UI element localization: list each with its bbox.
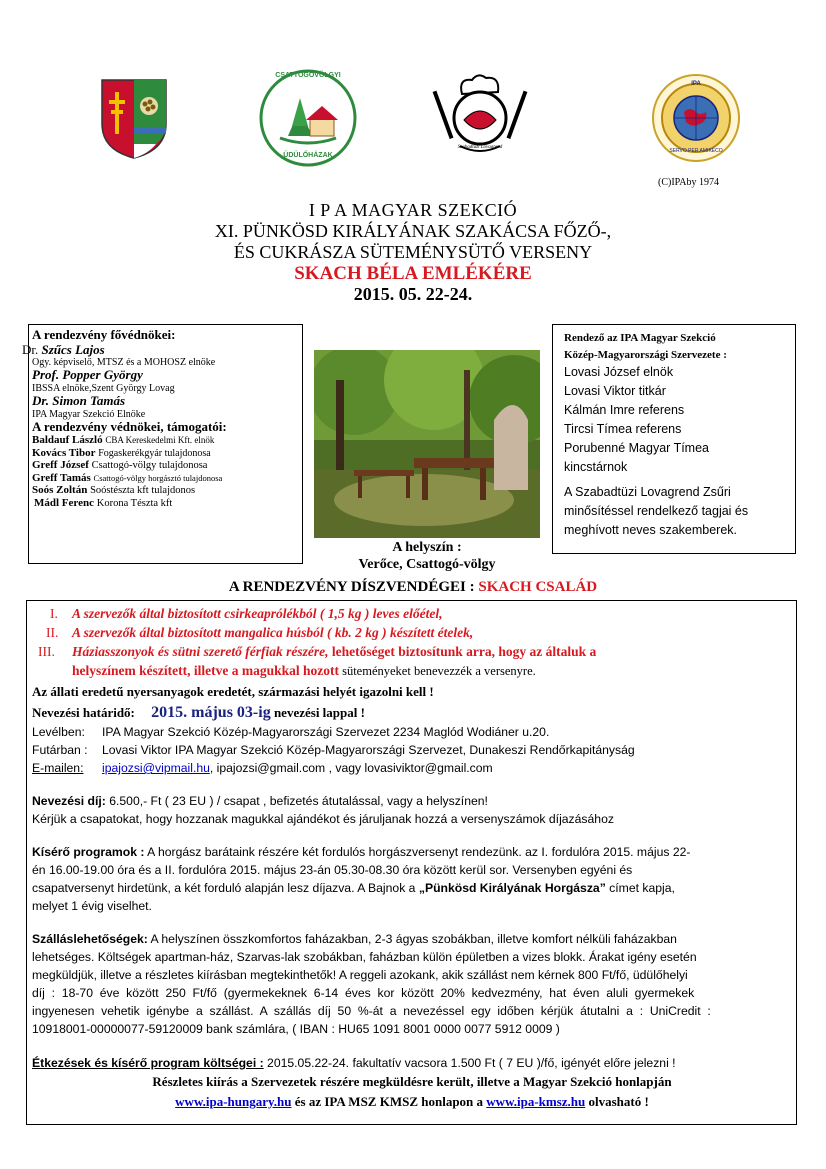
- supporters-heading: A rendezvény védnökei, támogatói:: [32, 418, 227, 434]
- accommodation-line-3: megküldjük, illetve a részletes kiírásban megtekinthetők! A reggeli azokank, akik szállást nem kérnek 800 Ft/fő, üdülőhelyi: [32, 968, 688, 982]
- courier-text: Lovasi Viktor IPA Magyar Szekció Közép-Magyarországi Szervezet, Dunakeszi Rendőrkapitányság: [102, 743, 635, 757]
- csattogo-logo-top-text: CSATTOGÓVÖLGYI: [275, 72, 341, 79]
- supporter-5-desc: Soóstészta kft tulajdonos: [90, 484, 196, 496]
- category-3-num: III.: [38, 644, 55, 659]
- ipa-logo-bottom-text: SERVO PER AMIKECO: [669, 148, 723, 154]
- footer-line-1: Részletes kiírás a Szervezetek részére megküldésre került, illetve a Magyar Szekció honlapján: [152, 1074, 672, 1089]
- programs-line-2: én 16.00-19.00 óra és a II. fordulóra 2015. május 23-án 05.30-08.30 óra között kerül sor. Versenyben egyéni és: [32, 863, 633, 877]
- supporter-5-name: Soós Zoltán: [32, 483, 88, 496]
- organizers-list: [564, 363, 790, 540]
- programs-line-3: [32, 879, 792, 897]
- accommodation-line-2: lehetséges. Költségek apartman-ház, Szarvas-lak szobákban, faházban külön épületben a vizes blokk. Árakat igény esetén: [32, 950, 697, 964]
- category-2-num: II.: [46, 625, 59, 640]
- mail-line: [32, 723, 792, 741]
- email-label: E-mailen:: [32, 761, 84, 775]
- coat-of-arms-logo: [100, 78, 168, 160]
- email-link[interactable]: ipajozsi@vipmail.hu: [102, 761, 210, 775]
- honorary-guests-label: A RENDEZVÉNY DÍSZVENDÉGEI :: [228, 579, 479, 595]
- title-line-2: XI. PÜNKÖSD KIRÁLYÁNAK SZAKÁCSA FŐZŐ-,: [214, 221, 612, 241]
- deadline-date: 2015. május 03-ig: [151, 704, 271, 721]
- supporter-4-desc: Csattogó-völgy horgásztó tulajdonosa: [93, 472, 223, 483]
- fee-line: [32, 792, 792, 810]
- organizer-6: kincstárnok: [564, 460, 628, 474]
- supporter-4-name: Greff Tamás: [32, 471, 91, 484]
- category-3-text-a: Háziasszonyok és sütni szerető férfiak részére,: [72, 644, 329, 659]
- organizer-4: Tircsi Tímea referens: [564, 422, 682, 436]
- courier-label: Futárban :: [32, 743, 88, 757]
- fee-block: [32, 792, 792, 828]
- organizer-3: Kálmán Imre referens: [564, 403, 685, 417]
- patron-1-prefix: Dr.: [22, 341, 42, 357]
- category-1-num: I.: [50, 606, 58, 621]
- category-3-text-c: helyszínem készített, illetve a magukkal hozott: [72, 663, 339, 678]
- category-3: [32, 642, 792, 661]
- meals-text: 2015.05.22-24. fakultatív vacsora 1.500 Ft ( 7 EU )/fő, igényét előre jelezni !: [263, 1056, 676, 1070]
- organizers-heading-2: Közép-Magyarországi Szervezete :: [564, 348, 727, 361]
- contact-block: [32, 723, 792, 777]
- patron-1: [22, 343, 304, 358]
- programs-line-4: melyet 1 évig viselhet.: [32, 899, 152, 913]
- organizer-1: Lovasi József elnök: [564, 365, 674, 379]
- venue-caption-2: Verőce, Csattogó-völgy: [358, 557, 496, 572]
- accommodation-block: [32, 930, 792, 1038]
- accommodation-line-1: [32, 930, 792, 948]
- chef-logo-text: Szabadtüzi Lovagrend: [457, 145, 503, 150]
- csattogo-logo-bottom-text: ÜDÜLŐHÁZAK: [283, 152, 333, 159]
- csattogovolgy-logo: [258, 68, 358, 168]
- mail-label: Levélben:: [32, 725, 85, 739]
- programs-text-1: A horgász barátaink részére két fordulós horgászversenyt rendezünk. az I. fordulóra 2015. május 22-: [144, 845, 691, 859]
- footer-end: olvasható !: [585, 1094, 649, 1109]
- supporter-2-desc: Fogaskerékgyár tulajdonosa: [98, 447, 211, 459]
- patron-2-name: Prof. Popper György: [32, 367, 143, 383]
- meals-line: [32, 1054, 792, 1072]
- jury-line-1: A Szabadtüzi Lovagrend Zsűri: [564, 485, 731, 499]
- accommodation-text-1: A helyszínen összkomfortos faházakban, 2-3 ágyas szobákban, illetve komfort nélküli faházakban: [147, 932, 677, 946]
- deadline-label: Nevezési határidő:: [32, 705, 135, 720]
- main-info-content: [32, 604, 792, 1112]
- ipa-logo: [650, 72, 742, 164]
- patron-2-desc: IBSSA elnöke,Szent György Lovag: [32, 382, 175, 394]
- honorary-guests-name: SKACH CSALÁD: [478, 579, 598, 595]
- category-2: [32, 623, 792, 642]
- programs-label: Kísérő programok :: [32, 845, 145, 859]
- supporter-6-name: Mádl Ferenc: [34, 496, 94, 509]
- programs-text-3c: címet kapja,: [605, 881, 675, 895]
- supporter-6-desc: Korona Tészta kft: [96, 497, 173, 509]
- footer-line-2: [32, 1092, 792, 1112]
- ipa-logo-top-text: IPA: [691, 81, 701, 87]
- chef-order-logo: [432, 72, 528, 158]
- patron-3-name: Dr. Simon Tamás: [32, 393, 126, 409]
- supporter-1: [22, 434, 304, 446]
- programs-title: „Pünkösd Királyának Horgásza”: [418, 881, 606, 895]
- accommodation-line-6: 10918001-00000077-59120009 bank számlára, ( IBAN : HU65 1091 8001 0000 0077 5912 0009 ): [32, 1022, 560, 1036]
- category-3-text-d: süteményeket benevezzék a versenyre.: [338, 664, 536, 678]
- organizers-content: [564, 330, 790, 540]
- mail-text: IPA Magyar Szekció Közép-Magyarországi Szervezet 2234 Maglód Wodiáner u.20.: [102, 725, 550, 739]
- supporter-6: [22, 497, 304, 510]
- accommodation-line-5: ingyenesen vehetik igénybe a szállást. A szállás díj 50 %-át a nevezéssel egy időben kérjük átutalni a : UniCredit :: [32, 1004, 711, 1018]
- copyright-text: (C)IPAby 1974: [658, 177, 720, 188]
- deadline-line: [32, 702, 792, 723]
- supporter-5: [22, 484, 304, 497]
- patron-1-desc: Ogy. képviselő, MTSZ és a MOHOSZ elnöke: [32, 357, 216, 369]
- programs-block: [32, 843, 792, 915]
- fee-label: Nevezési díj:: [32, 794, 106, 808]
- fee-note: Kérjük a csapatokat, hogy hozzanak magukkal ajándékot és járuljanak hozzá a versenyszámok díjazásához: [32, 812, 614, 826]
- main-patrons-heading: A rendezvény fővédnökei:: [32, 327, 176, 342]
- organizers-heading-1: Rendező az IPA Magyar Szekció: [564, 332, 716, 344]
- category-1-text: A szervezők által biztosított csirkeaprólékból ( 1,5 kg ) leves előétel,: [72, 606, 443, 621]
- organizer-2: Lovasi Viktor titkár: [564, 384, 666, 398]
- courier-line: [32, 741, 792, 759]
- ipa-hungary-link[interactable]: www.ipa-hungary.hu: [175, 1094, 292, 1109]
- supporter-2: [22, 447, 304, 459]
- supporter-3-desc: Csattogó-völgy tulajdonosa: [91, 459, 208, 471]
- email-rest: , ipajozsi@gmail.com , vagy lovasiviktor@gmail.com: [209, 761, 493, 775]
- fee-text: 6.500,- Ft ( 23 EU ) / csapat , befizetés átutalással, vagy a helyszínen!: [105, 794, 488, 808]
- event-date: 2015. 05. 22-24.: [353, 284, 473, 304]
- honorary-guests: [0, 579, 826, 596]
- supporter-1-desc: CBA Kereskedelmi Kft. elnök: [105, 435, 215, 446]
- deadline-suffix: nevezési lappal !: [270, 705, 365, 720]
- email-line: [32, 759, 792, 777]
- programs-line-1: [32, 843, 792, 861]
- category-2-text: A szervezők által biztosított mangalica húsból ( kb. 2 kg ) készített ételek,: [72, 625, 474, 640]
- category-3-text-b: lehetőséget biztosítunk arra, hogy az általuk a: [328, 644, 597, 659]
- meals-label: Étkezések és kísérő program költségei :: [32, 1056, 264, 1070]
- jury-line-2: minősítéssel rendelkező tagjai és: [564, 504, 749, 518]
- supporter-3: [22, 459, 304, 472]
- origin-note: Az állati eredetű nyersanyagok eredetét, származási helyét igazolni kell !: [32, 684, 434, 699]
- accommodation-label: Szálláslehetőségek:: [32, 932, 148, 946]
- supporter-2-name: Kovács Tibor: [32, 446, 96, 459]
- organizer-5: Porubenné Magyar Tímea: [564, 441, 709, 455]
- patron-1-name: Szűcs Lajos: [41, 341, 105, 357]
- programs-text-3a: csapatversenyt hirdetünk, a két forduló alapján lesz díjazva. A Bajnok a: [32, 881, 419, 895]
- ipa-kmsz-link[interactable]: www.ipa-kmsz.hu: [486, 1094, 586, 1109]
- jury-line-3: meghívott neves szakemberek.: [564, 523, 737, 537]
- supporter-3-name: Greff József: [32, 458, 89, 471]
- footer-mid: és az IPA MSZ KMSZ honlapon a: [291, 1094, 487, 1109]
- category-3-cont: [32, 661, 792, 681]
- supporter-1-name: Baldauf László: [32, 434, 103, 447]
- supporter-4: [22, 472, 304, 484]
- accommodation-line-4: díj : 18-70 éve között 250 Ft/fő (gyermekeknek 6-14 éves kor között 20% kedvezmény, hat éven aluli gyermekek: [32, 986, 695, 1000]
- title-memorial: SKACH BÉLA EMLÉKÉRE: [294, 263, 532, 284]
- venue-photo: [314, 350, 540, 538]
- meals-block: [32, 1054, 792, 1072]
- venue-caption-1: A helyszín :: [392, 540, 462, 555]
- title-line-1: I P A MAGYAR SZEKCIÓ: [308, 200, 518, 220]
- patrons-content: [22, 328, 304, 509]
- category-1: [32, 604, 792, 623]
- title-line-3: ÉS CUKRÁSZA SÜTEMÉNYSÜTŐ VERSENY: [233, 242, 593, 262]
- patron-3-desc: IPA Magyar Szekció Elnöke: [32, 408, 146, 420]
